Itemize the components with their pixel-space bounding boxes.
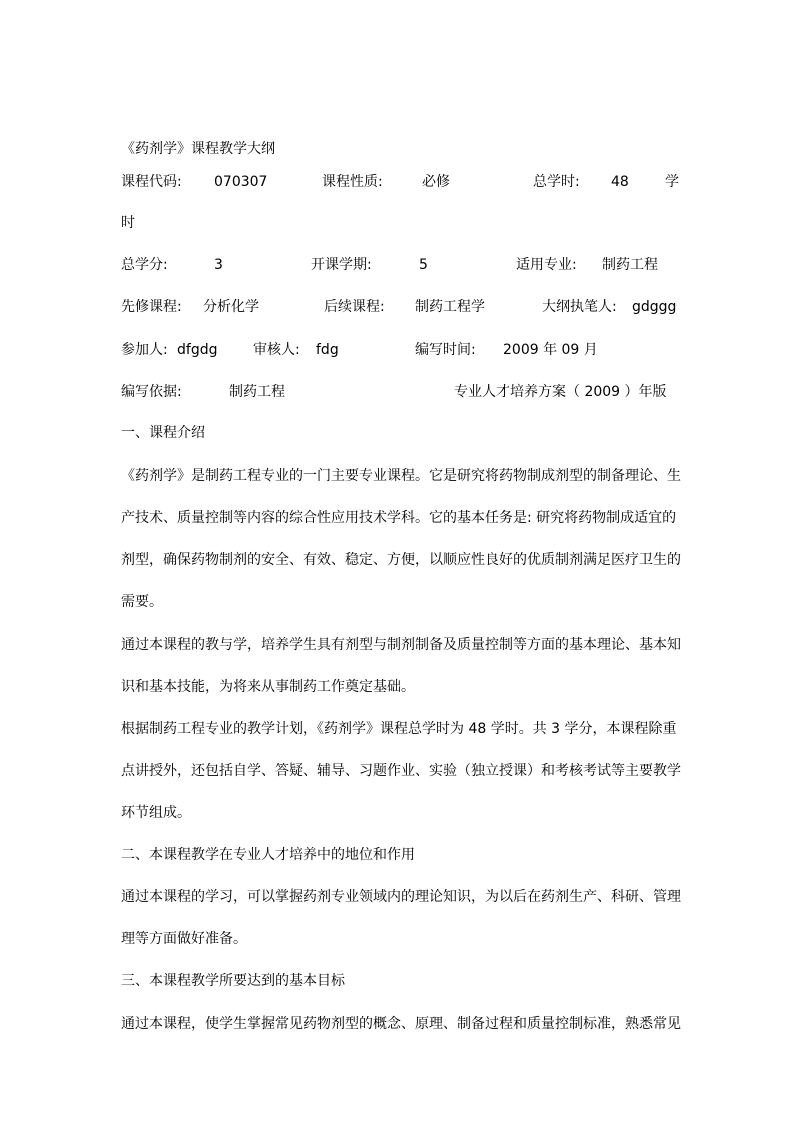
compile-date-label: 编写时间: xyxy=(415,342,476,358)
info-row-1 xyxy=(121,170,691,194)
section-1-line: 根据制药工程专业的教学计划，《药剂学》课程总学时为 48 学时。共 3 学分，本课程除重 xyxy=(121,721,677,737)
major-label: 适用专业: xyxy=(516,257,577,273)
term-value: 5 xyxy=(419,257,428,273)
basis-value: 制药工程 xyxy=(229,384,285,400)
total-hours-label: 总学时: xyxy=(533,174,580,190)
course-nature-label: 课程性质: xyxy=(322,174,383,190)
basis-tail: 专业人才培养方案（ 2009 ）年版 xyxy=(454,384,667,400)
participant-value: dfgdg xyxy=(177,342,218,358)
info-row-5 xyxy=(121,380,691,404)
basis-label: 编写依据: xyxy=(121,384,182,400)
prereq-value: 分析化学 xyxy=(203,299,259,315)
author-label: 大纲执笔人: xyxy=(542,299,617,315)
section-1-line: 点讲授外，还包括自学、答疑、辅导、习题作业、实验（独立授课）和考核考试等主要教学 xyxy=(121,763,681,779)
section-3-heading: 三、本课程教学所要达到的基本目标 xyxy=(121,973,345,989)
major-value: 制药工程 xyxy=(602,257,658,273)
prereq-label: 先修课程: xyxy=(121,299,182,315)
author-value: gdggg xyxy=(632,299,677,315)
course-code-value: 070307 xyxy=(214,174,268,190)
reviewer-label: 审核人: xyxy=(253,342,300,358)
total-hours-value: 48 xyxy=(611,174,629,190)
section-1-line: 《药剂学》是制药工程专业的一门主要专业课程。它是研究将药物制成剂型的制备理论、生 xyxy=(121,468,681,484)
term-label: 开课学期: xyxy=(311,257,372,273)
course-nature-value: 必修 xyxy=(422,174,450,190)
total-hours-unit-b: 时 xyxy=(121,215,135,231)
total-hours-unit-a: 学 xyxy=(665,174,679,190)
compile-date-value: 2009 年 09 月 xyxy=(503,342,598,358)
section-1-line: 产技术、质量控制等内容的综合性应用技术学科。它的基本任务是: 研究将药物制成适宜的 xyxy=(121,510,677,526)
section-3-line: 通过本课程，使学生掌握常见药物剂型的概念、原理、制备过程和质量控制标准，熟悉常见 xyxy=(121,1016,681,1032)
info-row-4 xyxy=(121,338,691,362)
follow-course-value: 制药工程学 xyxy=(415,299,485,315)
section-1-line: 剂型，确保药物制剂的安全、有效、稳定、方便，以顺应性良好的优质制剂满足医疗卫生的 xyxy=(121,552,681,568)
follow-course-label: 后续课程: xyxy=(324,299,385,315)
reviewer-value: fdg xyxy=(316,342,339,358)
section-1-line: 需要。 xyxy=(121,594,163,610)
section-2-heading: 二、本课程教学在专业人才培养中的地位和作用 xyxy=(121,847,415,863)
participant-label: 参加人: xyxy=(121,342,168,358)
info-row-3 xyxy=(121,295,691,319)
document-title: 《药剂学》课程教学大纲 xyxy=(121,141,275,157)
section-1-line: 环节组成。 xyxy=(121,805,191,821)
section-2-line: 理等方面做好准备。 xyxy=(121,931,247,947)
total-credit-label: 总学分: xyxy=(121,257,168,273)
info-row-2 xyxy=(121,253,691,277)
section-2-line: 通过本课程的学习，可以掌握药剂专业领域内的理论知识，为以后在药剂生产、科研、管理 xyxy=(121,889,681,905)
section-1-heading: 一、课程介绍 xyxy=(121,425,205,441)
course-code-label: 课程代码: xyxy=(121,174,182,190)
section-1-line: 通过本课程的教与学，培养学生具有剂型与制剂制备及质量控制等方面的基本理论、基本知 xyxy=(121,637,681,653)
total-credit-value: 3 xyxy=(214,257,223,273)
section-1-line: 识和基本技能，为将来从事制药工作奠定基础。 xyxy=(121,679,415,695)
